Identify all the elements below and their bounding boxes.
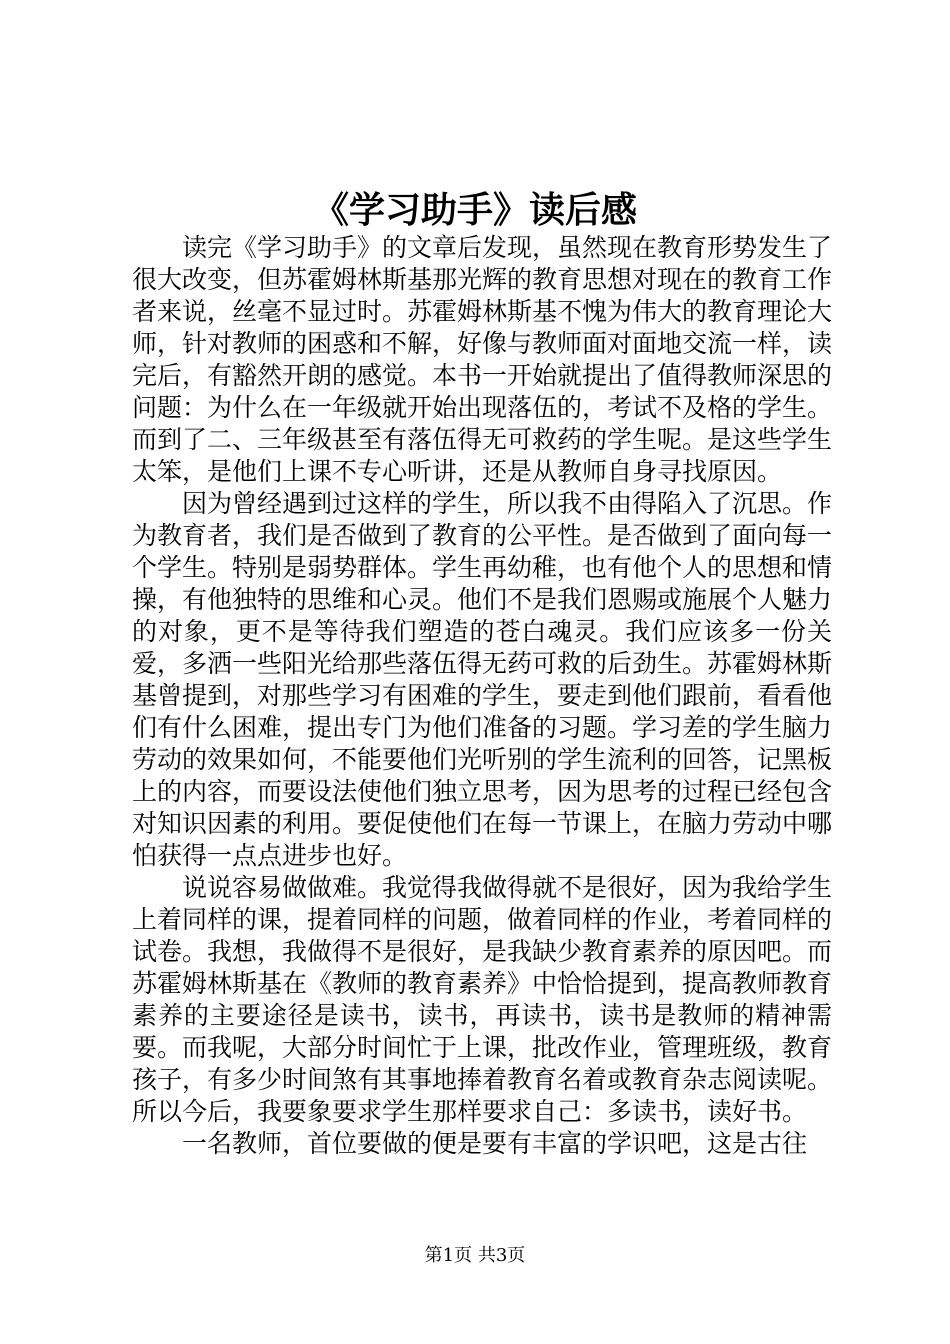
page-footer: 第1页 共3页 <box>424 1245 526 1266</box>
paragraph-1: 读完《学习助手》的文章后发现，虽然现在教育形势发生了很大改变，但苏霍姆林斯基那光辉的教育思想对现在的教育工作者来说，丝毫不显过时。苏霍姆林斯基不愧为伟大的教育理论大师，针对教师的困惑和不解，好像与教师面对面地交流一样，读完后，有豁然开朗的感觉。本书一开始就提出了值得教师深思的问题：为什么在一年级就开始出现落伍的，考试不及格的学生。而到了二、三年级甚至有落伍得无可救药的学生呢。是这些学生太笨，是他们上课不专心听讲，还是从教师自身寻找原因。 <box>132 233 833 486</box>
document-body <box>132 232 832 1160</box>
paragraph-3: 说说容易做做难。我觉得我做得就不是很好，因为我给学生上着同样的课，提着同样的问题，做着同样的作业，考着同样的试卷。我想，我做得不是很好，是我缺少教育素养的原因吧。而苏霍姆林斯基在《教师的教育素养》中恰恰提到，提高教师教育素养的主要途径是读书，读书，再读书，读书是教师的精神需要。而我呢，大部分时间忙于上课，批改作业，管理班级，教育孩子，有多少时间煞有其事地捧着教育名着或教育杂志阅读呢。所以今后，我要象要求学生那样要求自己：多读书，读好书。 <box>132 873 833 1126</box>
paragraph-4: 一名教师，首位要做的便是要有丰富的学识吧，这是古往 <box>182 1129 808 1158</box>
paragraph-2: 因为曾经遇到过这样的学生，所以我不由得陷入了沉思。作为教育者，我们是否做到了教育的公平性。是否做到了面向每一个学生。特别是弱势群体。学生再幼稚，也有他个人的思想和情操，有他独特的思维和心灵。他们不是我们恩赐或施展个人魅力的对象，更不是等待我们塑造的苍白魂灵。我们应该多一份关爱，多洒一些阳光给那些落伍得无药可救的后劲生。苏霍姆林斯基曾提到，对那些学习有困难的学生，要走到他们跟前，看看他们有什么困难，提出专门为他们准备的习题。学习差的学生脑力劳动的效果如何，不能要他们光听别的学生流利的回答，记黑板上的内容，而要设法使他们独立思考，因为思考的过程已经包含对知识因素的利用。要促使他们在每一节课上，在脑力劳动中哪怕获得一点点进步也好。 <box>132 489 833 870</box>
document-title: 《学习助手》读后感 <box>312 189 637 231</box>
